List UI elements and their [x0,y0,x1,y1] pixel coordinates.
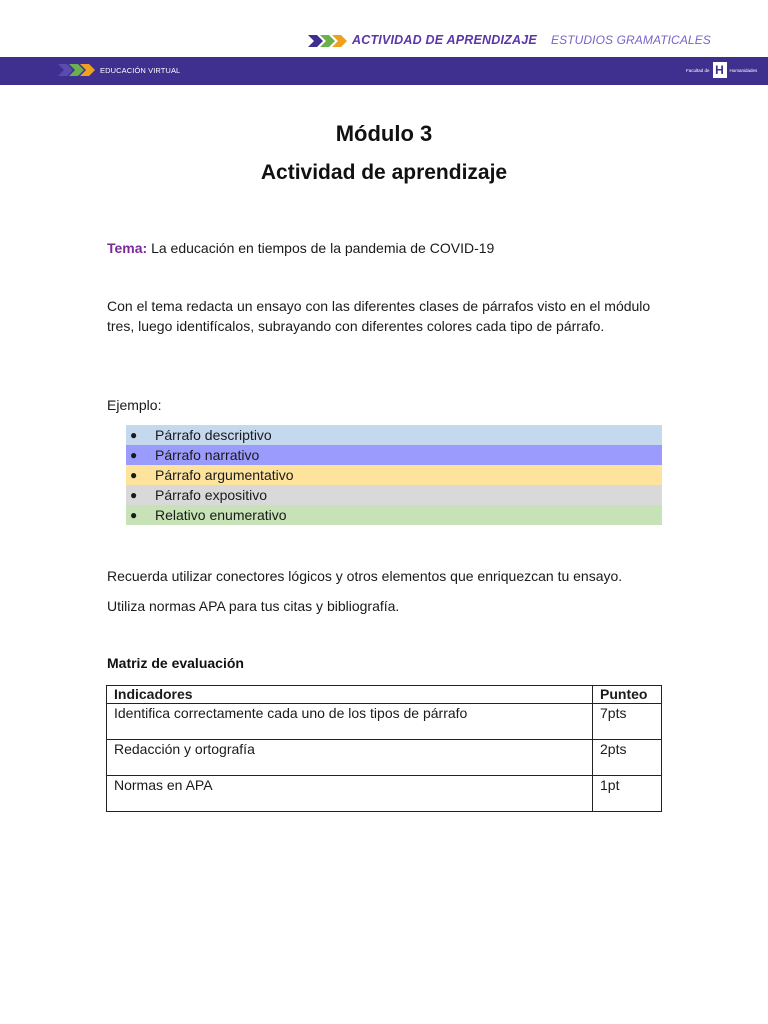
logo-mark: H [713,62,727,78]
list-item-label: Párrafo expositivo [155,487,268,503]
column-header-score: Punteo [593,686,662,704]
paragraph-type-list [126,425,662,525]
bullet-icon: ● [130,428,138,442]
bullet-icon: ● [130,488,138,502]
column-header-indicators: Indicadores [107,686,593,704]
banner-label: EDUCACIÓN VIRTUAL [100,66,181,75]
list-item [126,425,662,445]
tema-label: Tema: [107,240,148,256]
table-row [107,704,662,740]
table-row [107,740,662,776]
bullet-icon: ● [130,468,138,482]
score-cell: 2pts [593,740,662,776]
list-item [126,445,662,465]
evaluation-matrix [106,685,662,812]
logo-text-right: Humanidades [729,67,758,73]
faculty-logo [686,62,757,78]
activity-title: Actividad de aprendizaje [260,161,508,184]
bullet-icon: ● [130,448,138,462]
instructions-paragraph: Con el tema redacta un ensayo con las diferentes clases de párrafos visto en el módulo tres, luego identifícalos, subrayando con diferentes colores cada tipo de párrafo. [107,298,651,334]
indicator-cell: Redacción y ortografía [107,740,593,776]
score-cell: 7pts [593,704,662,740]
logo-text-left: Facultad de [686,67,710,73]
header-title: ACTIVIDAD DE APRENDIZAJE [352,33,537,47]
indicator-cell: Identifica correctamente cada uno de los tipos de párrafo [107,704,593,740]
table-row [107,776,662,812]
score-cell: 1pt [593,776,662,812]
tema-line [107,238,667,258]
header-subtitle: ESTUDIOS GRAMATICALES [551,33,711,47]
reminder-apa: Utiliza normas APA para tus citas y bibliografía. [107,598,400,614]
list-item-label: Párrafo descriptivo [155,427,272,443]
header-title-bar [0,31,768,51]
bullet-icon: ● [130,508,138,522]
list-item-label: Párrafo argumentativo [155,467,294,483]
table-header-row [107,686,662,704]
chevrons-icon [308,35,348,47]
header-banner [0,57,768,85]
example-label: Ejemplo: [107,397,162,413]
reminder-connectors: Recuerda utilizar conectores lógicos y otros elementos que enriquezcan tu ensayo. [107,568,623,584]
list-item [126,505,662,525]
tema-text: La educación en tiempos de la pandemia de COVID-19 [147,240,495,256]
module-title: Módulo 3 [335,121,433,146]
list-item [126,465,662,485]
chevrons-icon [58,64,96,76]
list-item [126,485,662,505]
list-item-label: Relativo enumerativo [155,507,287,523]
indicator-cell: Normas en APA [107,776,593,812]
matrix-title: Matriz de evaluación [107,655,244,671]
list-item-label: Párrafo narrativo [155,447,260,463]
